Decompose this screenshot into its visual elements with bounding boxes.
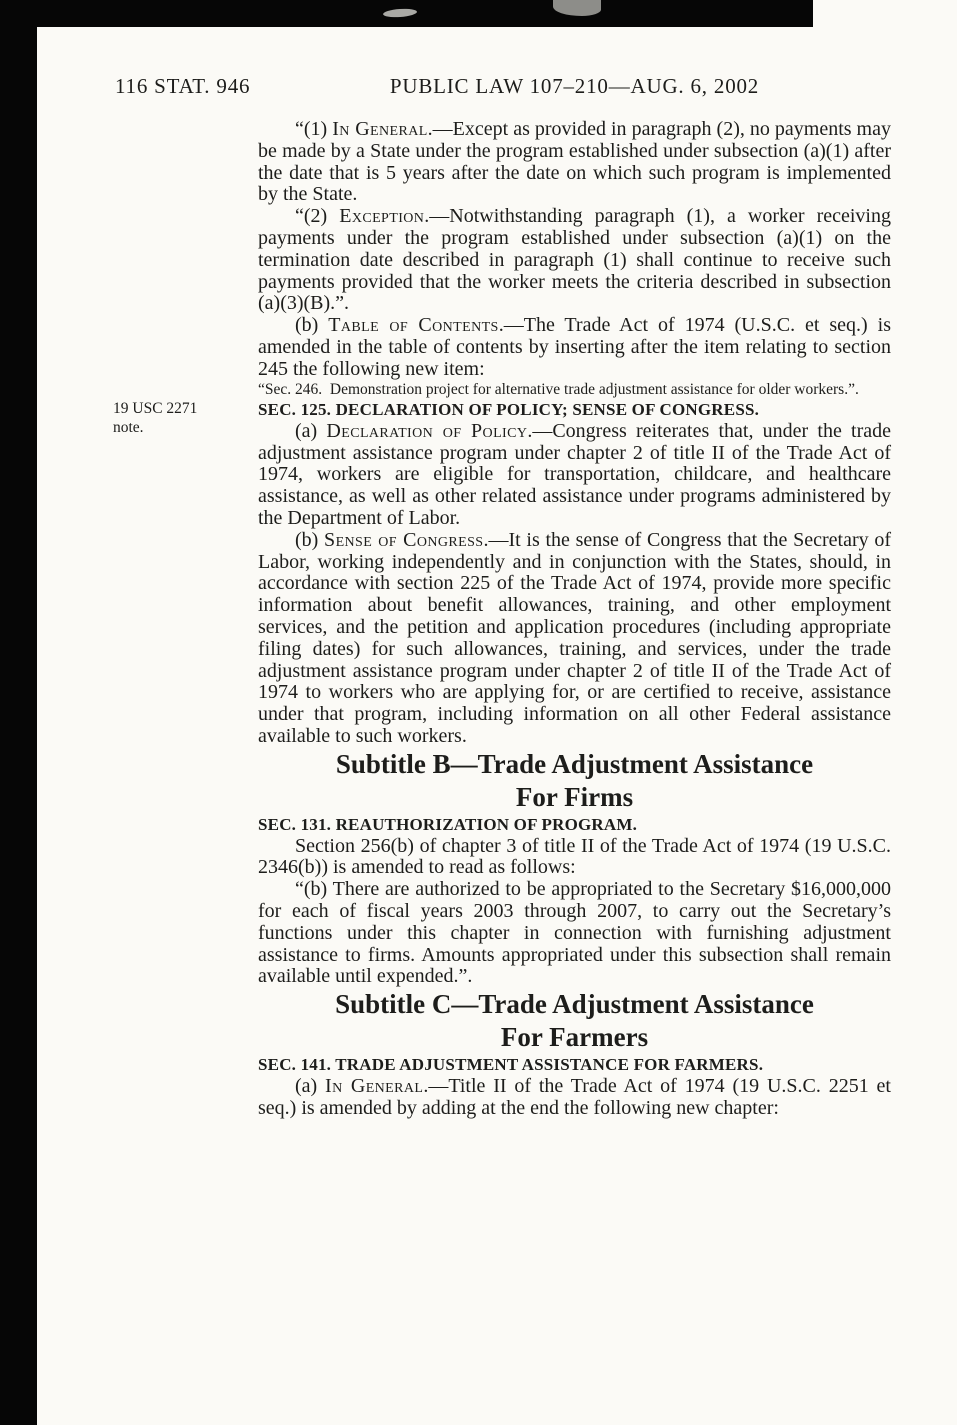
sec-heading-141: SEC. 141. TRADE ADJUSTMENT ASSISTANCE FOR FARMERS. <box>258 1055 764 1075</box>
scan-edge-left <box>0 0 37 1425</box>
paragraph-sec-131-intro: Section 256(b) of chapter 3 of title II of the Trade Act of 1974 (19 U.S.C. 2346(b)) is amended to read as follows: <box>258 834 891 879</box>
small-caps-phrase: Exception <box>339 205 425 228</box>
margin-note-line: 19 USC 2271 <box>113 400 198 418</box>
sec-heading-125: SEC. 125. DECLARATION OF POLICY; SENSE OF CONGRESS. <box>258 400 760 420</box>
small-caps-phrase: In General <box>325 1074 424 1097</box>
small-caps-phrase: In General <box>332 118 428 140</box>
paragraph-text: (b) <box>295 314 329 337</box>
paragraph-text: .—Congress reiterates that, under the trade adjustment assistance program under chapter 2 of title II of the Trade Act of 1974, workers are eligible for transportation, childcare, and healthcare assistance, as well as other related assistance under programs administered by the Department of Labor. <box>258 419 891 530</box>
subtitle-line: Subtitle C—Trade Adjustment Assistance <box>335 989 814 1020</box>
paragraph-text: .—Except as provided in paragraph (2), no payments may be made by a State under the program established under subsection (a)(1) after the date that is 5 years after the date on which such program is implemented by the State. <box>258 118 891 206</box>
paragraph-1-in-general <box>258 119 891 206</box>
small-caps-phrase: Table of Contents <box>328 314 499 337</box>
paragraph-b-table-of-contents <box>258 315 891 380</box>
paragraph-text: (b) <box>295 528 325 551</box>
paragraph-text: (a) <box>295 419 327 442</box>
subtitle-line: For Firms <box>515 781 634 812</box>
toc-item-sec-246: “Sec. 246. Demonstration project for alternative trade adjustment assistance for older workers.”. <box>258 380 859 398</box>
paragraph-text: “(2) <box>295 205 340 228</box>
paragraph-text: .—Notwithstanding paragraph (1), a worker receiving payments under the program established under subsection (a)(1) on the termination date described in paragraph (1) shall continue to receive such payments provided that the worker meets the criteria described in subsection (a)(3)(B).”. <box>258 205 891 315</box>
paragraph-a-in-general-141 <box>258 1076 891 1120</box>
running-head-title: PUBLIC LAW 107–210—AUG. 6, 2002 <box>389 74 760 98</box>
margin-note-line: note. <box>113 418 144 436</box>
subtitle-c-heading <box>258 988 891 1054</box>
page-body <box>258 119 891 1120</box>
paragraph-text: .—It is the sense of Congress that the Secretary of Labor, working independently and in conjunction with the States, should, in accordance with section 225 of the Trade Act of 1974, provide more specific information about benefit allowances, training, and other employment services, and the petition and application procedures (including appropriate filing dates) for such allowances, training, and services, under the trade adjustment assistance program under chapter 2 of title II of the Trade Act of 1974 to workers who are applying for, or are certified to receive, assistance under that program, including information on all other Federal assistance available to such workers. <box>258 528 891 748</box>
subtitle-line: For Farmers <box>500 1022 649 1053</box>
paragraph-b-sense-of-congress <box>258 530 891 748</box>
paragraph-text: .—Title II of the Trade Act of 1974 (19 U.S.C. 2251 et seq.) is amended by adding at the end the following new chapter: <box>258 1074 891 1119</box>
paragraph-2-exception <box>258 206 891 315</box>
stat-page-number: 116 STAT. 946 <box>115 74 251 98</box>
sec-heading-131: SEC. 131. REAUTHORIZATION OF PROGRAM. <box>258 814 638 834</box>
small-caps-phrase: Declaration of Policy <box>326 419 528 442</box>
paragraph-text: .—The Trade Act of 1974 (U.S.C. et seq.) is amended in the table of contents by inserting after the item relating to section 245 the following new item: <box>258 314 891 380</box>
paragraph-text: “(1) <box>295 118 333 140</box>
paragraph-sec-131-quoted-b: “(b) There are authorized to be appropriated to the Secretary $16,000,000 for each of fiscal years 2003 through 2007, to carry out the Secretary’s functions under this chapter in connection with furnishing adjustment assistance to firms. Amounts appropriated under this subsection shall remain available until expended.”. <box>258 878 891 988</box>
subtitle-line: Subtitle B—Trade Adjustment Assistance <box>335 748 814 779</box>
margin-note-usc <box>113 400 248 437</box>
paragraph-text: (a) <box>295 1074 326 1097</box>
paragraph-a-declaration-of-policy <box>258 421 891 530</box>
small-caps-phrase: Sense of Congress <box>324 528 484 551</box>
subtitle-b-heading <box>258 748 891 814</box>
